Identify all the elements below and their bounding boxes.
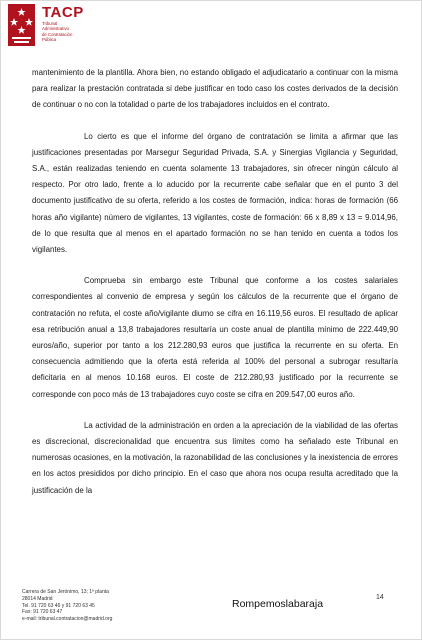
footer-address <box>22 589 112 623</box>
page-number: 14 <box>376 594 384 601</box>
document-body <box>32 65 398 514</box>
logo-subtitle-line: Administrativo <box>42 26 69 32</box>
address-line: 28014 Madrid <box>22 595 53 602</box>
logo-subtitle <box>42 21 122 43</box>
address-line: Fax: 91 720 63 47 <box>22 609 63 616</box>
madrid-logo-icon <box>8 4 35 46</box>
address-line: Carrera de San Jerónimo, 13; 1ª planta <box>22 589 109 595</box>
logo-subtitle-line: Tribunal <box>42 21 58 26</box>
logo-title: TACP <box>42 4 84 21</box>
paragraph: La actividad de la administración en orden a la apreciación de la viabilidad de las ofertas es discrecional, discrecionalidad que encuentra sus límites como ha señalado este Tribunal en numerosas ocasiones, en la motivación, la razonabilidad de las conclusiones y la inexistencia de errores en los actos presididos por dicho principio. En el caso que ahora nos ocupa resulta acreditado que la justificación de la <box>32 420 398 495</box>
page-header <box>8 4 208 54</box>
address-line: e-mail: tribunal.contratacion@madrid.org <box>22 616 113 623</box>
logo-subtitle-line: de Contratación <box>42 31 73 37</box>
address-line: Tel. 91 720 63 46 y 91 720 63 45 <box>22 602 95 609</box>
paragraph: mantenimiento de la plantilla. Ahora bien, no estando obligado el adjudicatario a continuar con la misma para realizar la prestación contratada si debe justificar en todo caso los costes derivados de la decisión de continuar o no con la totalidad o parte de los trabajadores incluidos en el contrato. <box>32 68 398 110</box>
paragraph: Comprueba sin embargo este Tribunal que conforme a los costes salariales correspondientes al convenio de empresa y según los cálculos de la recurrente que el órgano de contratación no refuta, el coste año/vigilante diurno se cifra en 16.119,56 euros. El resultado de aplicar esa retribución anual a 13,8 trabajadores resultaría un coste anual de plantilla mínimo de 222.449,90 euros/año, superior por tanto a los 212.280,93 euros que justifica la recurrente en su oferta. En consecuencia admitiendo que la oferta está referida al 100% del personal a subrogar resultaría deficitaria en al menos 10.168 euros. El coste de 212.280,93 justificado por la recurrente se corresponde con poco más de 13 trabajadores cuyo coste se cifra en 209.547,00 euros año. <box>32 276 398 399</box>
footer-brand: Rompemoslabaraja <box>232 598 324 610</box>
paragraph: Lo cierto es que el informe del órgano de contratación se limita a afirmar que las justificaciones presentadas por Marsegur Seguridad Privada, S.A. y Sinergias Vigilancia y Seguridad, S.A., están realizadas teniendo en cuenta solamente 13 trabajadores, sin ofrecer ningún cálculo al respecto. Por otro lado, frente a lo aducido por la recurrente cabe señalar que en el punto 3 del documento justificativo de su oferta, referido a los costes de formación, indica: horas de formación (66 horas año vigilante) número de vigilantes, 13 vigilantes, coste de formación: 66 x 8,89 x 13 = 9.014,96, de lo que resulta que al menos en el apartado formación no se han tenido en cuenta a todos los vigilantes. <box>32 131 398 255</box>
logo-subtitle-line: Pública <box>42 37 57 43</box>
